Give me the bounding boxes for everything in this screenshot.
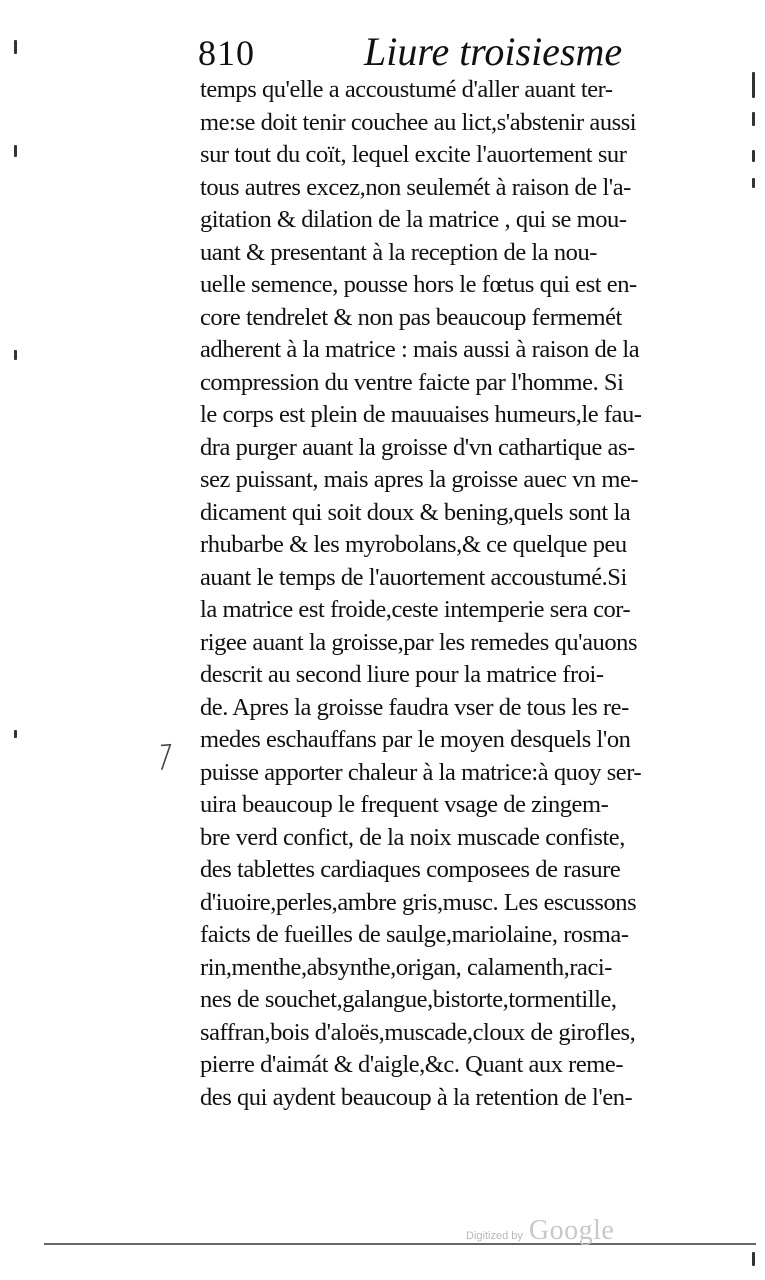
text-line: pierre d'aimát & d'aigle,&c. Quant aux reme- — [200, 1051, 624, 1078]
text-line: d'iuoire,perles,ambre gris,musc. Les escussons — [200, 888, 637, 916]
text-line: rhubarbe & les myrobolans,& ce quelque peu — [200, 531, 627, 558]
text-line: des qui aydent beaucoup à la retention de l'en- — [200, 1083, 633, 1111]
text-line: de. Apres la groisse faudra vser de tous les re- — [200, 693, 629, 721]
text-line: uant & presentant à la reception de la nou- — [200, 238, 597, 266]
text-line: rigee auant la groisse,par les remedes qu'auons — [200, 628, 638, 656]
text-line: temps qu'elle a accoustumé d'aller auant ter- — [200, 76, 613, 103]
text-line: adherent à la matrice : mais aussi à raison de la — [200, 336, 640, 363]
text-line: dra purger auant la groisse d'vn cathartique as- — [200, 433, 635, 461]
text-line: core tendrelet & non pas beaucoup fermemét — [200, 303, 622, 331]
text-line: le corps est plein de mauuaises humeurs,le fau- — [200, 401, 642, 428]
text-line: puisse apporter chaleur à la matrice:à quoy ser- — [200, 758, 642, 786]
left-binding-marks — [0, 0, 30, 1280]
body-text — [200, 74, 720, 1114]
text-line: tous autres excez,non seulemét à raison de l'a- — [200, 173, 631, 201]
google-watermark — [466, 1215, 614, 1249]
text-line: medes eschauffans par le moyen desquels l'on — [200, 726, 631, 753]
footer-rule — [44, 1243, 756, 1245]
text-line: uelle semence, pousse hors le fœtus qui est en- — [200, 271, 637, 298]
running-title: Liure troisiesme — [364, 29, 623, 74]
text-line: sur tout du coït, lequel excite l'auortement sur — [200, 141, 627, 168]
page-header — [198, 28, 698, 76]
page-number: 810 — [198, 33, 255, 73]
google-logo: Google — [528, 1215, 615, 1246]
pen-stroke-icon — [155, 741, 173, 773]
text-line: bre verd confict, de la noix muscade confiste, — [200, 823, 625, 851]
margin-pen-mark — [154, 741, 173, 780]
text-line: descrit au second liure pour la matrice froi- — [200, 661, 604, 688]
text-line: auant le temps de l'auortement accoustumé.Si — [200, 563, 627, 591]
text-line: rin,menthe,absynthe,origan, calamenth,raci- — [200, 953, 612, 981]
text-line: des tablettes cardiaques composees de rasure — [200, 856, 621, 883]
text-line: saffran,bois d'aloës,muscade,cloux de girofles, — [200, 1018, 636, 1046]
text-line: sez puissant, mais apres la groisse auec vn me- — [200, 466, 639, 493]
text-line: la matrice est froide,ceste intemperie sera cor- — [200, 596, 631, 623]
text-line: uira beaucoup le frequent vsage de zingem- — [200, 791, 609, 818]
text-line: nes de souchet,galangue,bistorte,tormentille, — [200, 986, 617, 1013]
text-line: faicts de fueilles de saulge,mariolaine, rosma- — [200, 921, 629, 948]
text-line: compression du ventre faicte par l'homme. Si — [200, 368, 624, 396]
right-binding-marks — [735, 0, 765, 1280]
text-line: me:se doit tenir couchee au lict,s'abstenir aussi — [200, 108, 637, 136]
text-line: dicament qui soit doux & bening,quels sont la — [200, 498, 631, 526]
text-line: gitation & dilation de la matrice , qui se mou- — [200, 206, 627, 233]
digitized-by-label: Digitized by — [466, 1230, 523, 1242]
